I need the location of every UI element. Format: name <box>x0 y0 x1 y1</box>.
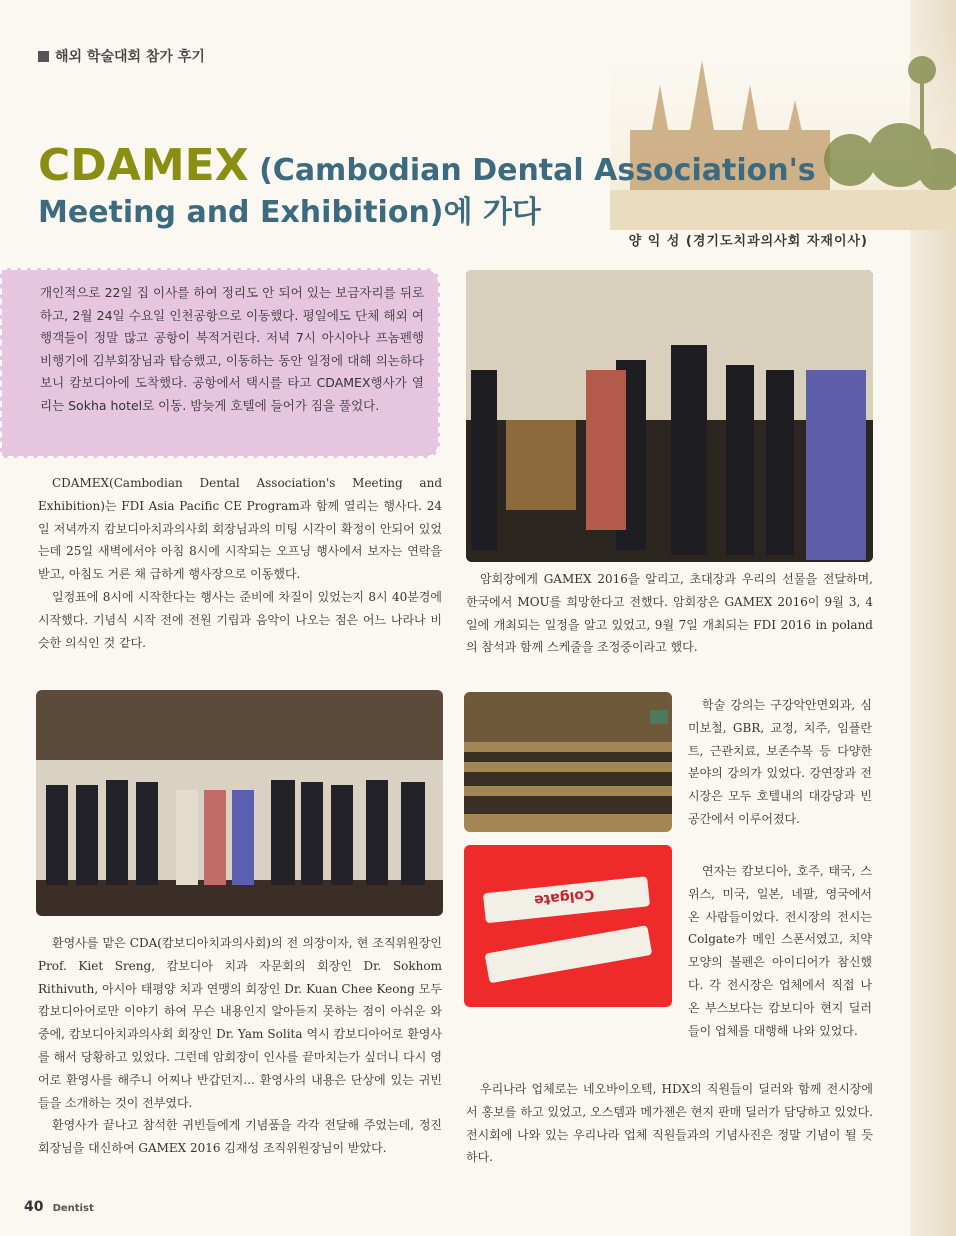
speakers-text <box>688 860 872 1038</box>
paragraph: 연자는 캄보디아, 호주, 태국, 스위스, 미국, 일본, 네팔, 영국에서 온 사람들이었다. 전시장의 전시는 Colgate가 메인 스폰서였고, 치약 모양의 볼펜은 아이디어가 참신했다. 각 전시장은 업체에서 직접 나온 부스보다는 캄보디아 현지 딜러들이 업체를 대행해 나와 있었다. <box>688 864 872 1038</box>
photo-award-handover <box>466 270 873 562</box>
author-byline: 양 익 성 (경기도치과의사회 자재이사) <box>628 234 868 249</box>
section-label-text: 해외 학술대회 참가 후기 <box>55 49 205 65</box>
paragraph: CDAMEX(Cambodian Dental Association's Meeting and Exhibition)는 FDI Asia Pacific CE Program과 함께 열리는 행사다. 24일 저녁까지 캄보디아치과의사회 회장님과의 미팅 시각이 확정이 안되어 있었는데 25일 새벽에서야 아침 8시에 시작되는 오프닝 행사에서 보자는 연락을 받고, 아침도 거른 채 급하게 행사장으로 이동했다. <box>38 476 442 582</box>
page-footer <box>24 1196 94 1215</box>
title-cdamex: CDAMEX <box>38 140 249 191</box>
paragraph: 학술 강의는 구강악안면외과, 심미보철, GBR, 교정, 치주, 임플란트, 근관치료, 보존수복 등 다양한 분야의 강의가 있었다. 강연장과 전시장은 모두 호텔내의 대강당과 빈 공간에서 이루어졌다. <box>688 698 872 826</box>
photo-colgate-pens <box>464 845 672 1007</box>
lecture-text <box>688 694 872 831</box>
title-line2: Meeting and Exhibition)에 가다 <box>38 195 541 230</box>
photo-lecture-hall <box>464 692 672 832</box>
section-label <box>38 46 205 66</box>
korea-text <box>466 1078 873 1169</box>
photo-group <box>36 690 443 916</box>
colgate-logo-text: Colgate <box>533 885 596 909</box>
intro-box <box>0 268 440 458</box>
right-caption-text <box>466 568 873 659</box>
paragraph: 우리나라 업체로는 네오바이오텍, HDX의 직원들이 딜러와 함께 전시장에서 홍보를 하고 있었고, 오스템과 메가젠은 현지 판매 딜러가 담당하고 있었다. 전시회에 나와 있는 우리나라 업체 직원들과의 기념사진은 정말 기념이 될 듯하다. <box>466 1082 873 1165</box>
title-line1: (Cambodian Dental Association's <box>248 153 816 188</box>
magazine-name: Dentist <box>52 1203 94 1214</box>
section-square-icon <box>38 51 49 62</box>
article-title <box>38 140 816 231</box>
left-bottom-text <box>38 932 442 1160</box>
paragraph: 환영사를 맡은 CDA(캄보디아치과의사회)의 전 의장이자, 현 조직위원장인 Prof. Kiet Sreng, 캄보디아 치과 자문회의 회장인 Dr. Sokhom Rithivuth, 아시아 태평양 치과 연맹의 회장인 Dr. Kuan Chee Keong 모두 캄보디아어로만 이야기 하여 무슨 내용인지 알아듣지 못하는 점이 아쉬운 와중에, 캄보디아치과의사회 회장인 Dr. Yam Solita 역시 캄보디아어로 환영사를 해서 당황하고 있었다. 그런데 암회장이 인사를 끝마치는가 싶더니 다시 영어로 환영사를 해주니 어찌나 반갑던지... 환영사의 내용은 단상에 있는 귀빈들을 소개하는 것이 전부였다. <box>38 936 442 1110</box>
paragraph: 일정표에 8시에 시작한다는 행사는 준비에 차질이 있었는지 8시 40분경에 시작했다. 기념식 시작 전에 전원 기립과 음악이 나오는 점은 어느 나라나 비슷한 의식인 것 같다. <box>38 589 442 650</box>
page-number: 40 <box>24 1199 44 1215</box>
paragraph: 환영사가 끝나고 참석한 귀빈들에게 기념품을 각각 전달해 주었는데, 정진 회장님을 대신하여 GAMEX 2016 김재성 조직위원장님이 받았다. <box>38 1118 442 1156</box>
left-top-text <box>38 472 442 654</box>
paragraph: 암회장에게 GAMEX 2016을 알리고, 초대장과 우리의 선물을 전달하며, 한국에서 MOU를 희망한다고 전했다. 암회장은 GAMEX 2016이 9월 3, 4일에 개최되는 일정을 알고 있었고, 9월 7일 개최되는 FDI 2016 in poland의 참석과 함께 스케줄을 조정중이라고 했다. <box>466 572 873 655</box>
intro-text: 개인적으로 22일 집 이사를 하여 정리도 안 되어 있는 보금자리를 뒤로 하고, 2월 24일 수요일 인천공항으로 이동했다. 평일에도 단체 해외 여행객들이 정말 많고 공항이 북적거린다. 저녁 7시 아시아나 프놈펜행 비행기에 김부회장님과 탑승했고, 이동하는 동안 일정에 대해 의논하다 보니 캄보디아에 도착했다. 공항에서 택시를 타고 CDAMEX행사가 열리는 Sokha hotel로 이동. 밤늦게 호텔에 들어가 짐을 풀었다. <box>40 285 424 413</box>
